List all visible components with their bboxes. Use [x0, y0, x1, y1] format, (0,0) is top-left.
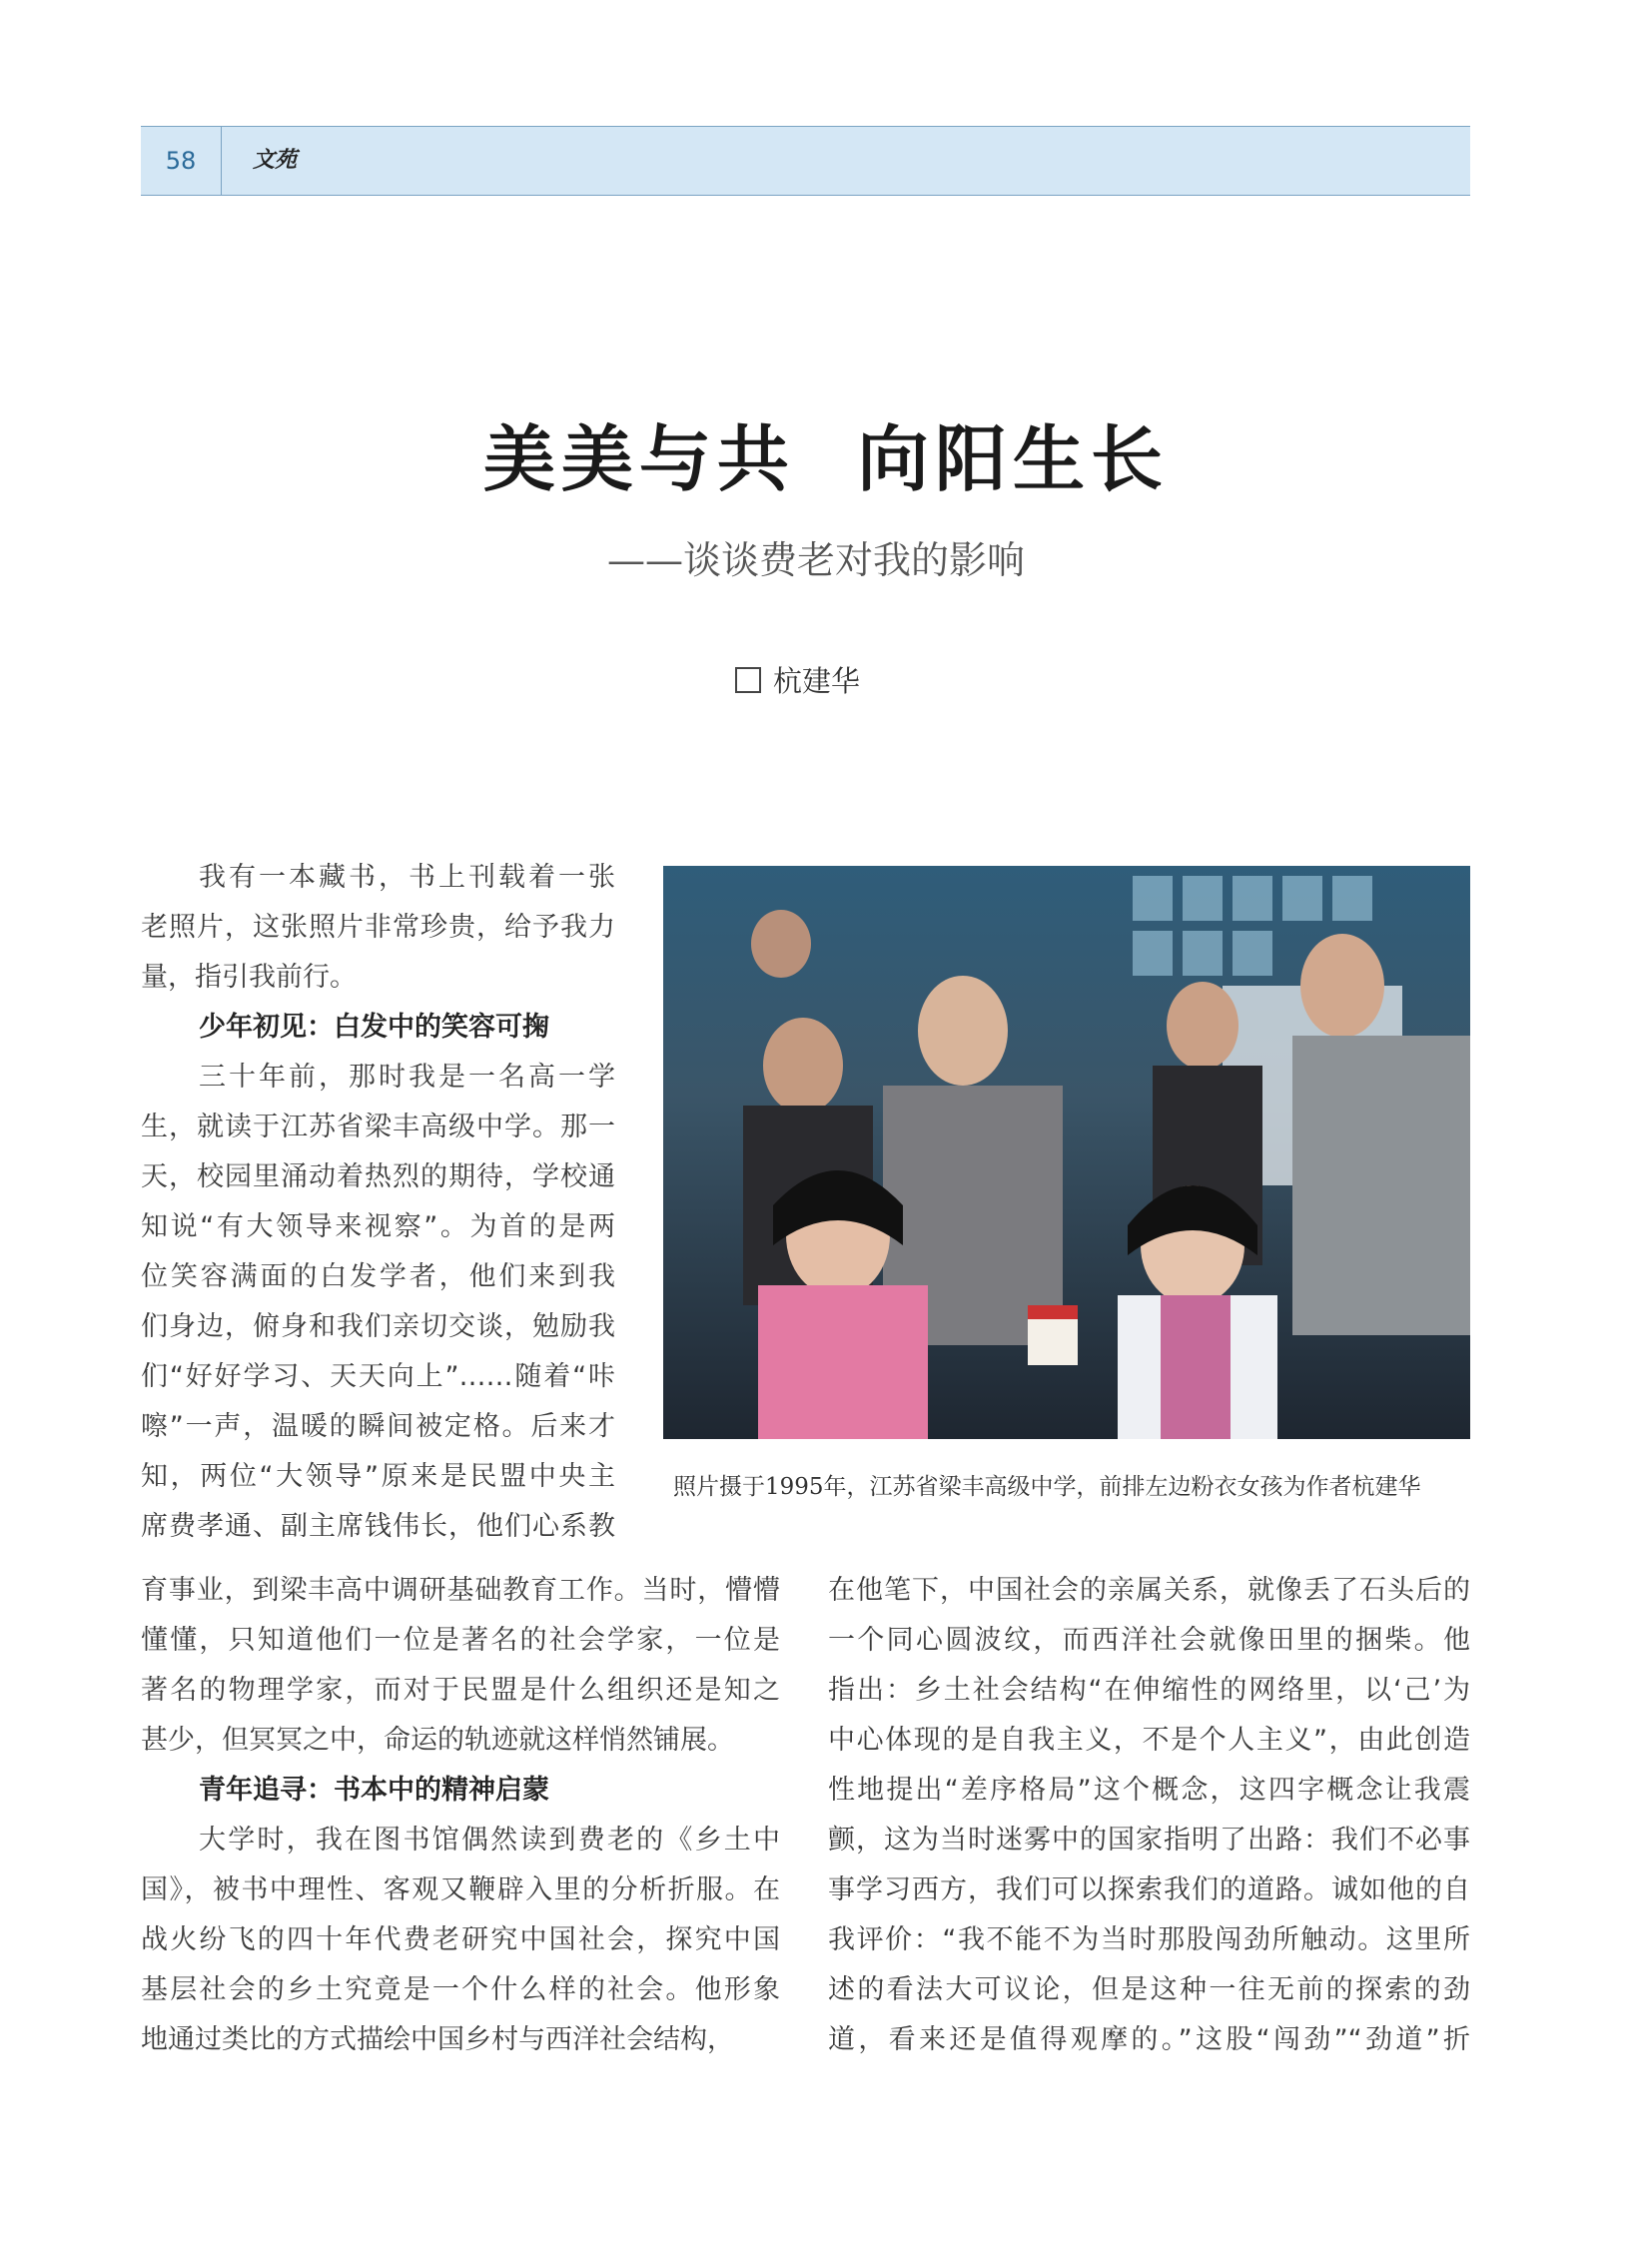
paragraph-line: 甚少，但冥冥之中，命运的轨迹就这样悄然铺展。: [141, 1725, 734, 1756]
paragraph-line: 在他笔下，中国社会的亲属关系，就像丢了石头后的: [828, 1575, 1470, 1606]
paragraph-line: 们“好好学习、天天向上”……随着“咔: [141, 1361, 615, 1392]
paragraph-line: 天，校园里涌动着热烈的期待，学校通: [141, 1161, 615, 1192]
paragraph-line: 我有一本藏书，书上刊载着一张: [199, 862, 615, 893]
photo-icon: [663, 866, 1470, 1439]
paragraph-line: 三十年前，那时我是一名高一学: [199, 1062, 615, 1093]
column-bottom-left: [141, 1566, 780, 2065]
paragraph-line: 一个同心圆波纹，而西洋社会就像田里的捆柴。他: [828, 1625, 1470, 1656]
column-bottom-right: [828, 1566, 1470, 2065]
section-name: 文苑: [253, 147, 298, 173]
paragraph-line: 道，看来还是值得观摩的。”这股“闯劲”“劲道”折: [828, 2024, 1470, 2055]
paragraph-line: 中心体现的是自我主义，不是个人主义”，由此创造: [828, 1725, 1470, 1756]
paragraph-line: 老照片，这张照片非常珍贵，给予我力: [141, 912, 615, 943]
paragraph-line: 嚓”一声，温暖的瞬间被定格。后来才: [141, 1411, 615, 1442]
paragraph-line: 们身边，俯身和我们亲切交谈，勉励我: [141, 1311, 615, 1342]
paragraph-line: 育事业，到梁丰高中调研基础教育工作。当时，懵懵: [141, 1575, 780, 1606]
paragraph-line: 颤，这为当时迷雾中的国家指明了出路：我们不必事: [828, 1825, 1470, 1856]
page-number: 58: [141, 127, 222, 195]
author-box-icon: [735, 667, 761, 693]
paragraph-line: 性地提出“差序格局”这个概念，这四字概念让我震: [828, 1775, 1470, 1806]
paragraph-line: 我评价：“我不能不为当时那股闯劲所触动。这里所: [828, 1924, 1470, 1955]
photo-caption: 照片摄于1995年，江苏省梁丰高级中学，前排左边粉衣女孩为作者杭建华: [673, 1474, 1421, 1500]
article-photo: [663, 866, 1470, 1439]
paragraph-line: 位笑容满面的白发学者，他们来到我: [141, 1261, 615, 1292]
author-line: [735, 659, 860, 700]
paragraph-line: 知说“有大领导来视察”。为首的是两: [141, 1211, 615, 1242]
author-name: 杭建华: [773, 664, 861, 698]
paragraph-line: 述的看法大可议论，但是这种一往无前的探索的劲: [828, 1974, 1470, 2005]
article-title: 美美与共 向阳生长: [482, 416, 1170, 501]
paragraph-line: 地通过类比的方式描绘中国乡村与西洋社会结构，: [141, 2024, 734, 2055]
paragraph-line: 事学习西方，我们可以探索我们的道路。诚如他的自: [828, 1874, 1470, 1905]
paragraph-line: 量，指引我前行。: [141, 962, 357, 993]
paragraph-line: 国》，被书中理性、客观又鞭辟入里的分析折服。在: [141, 1874, 780, 1905]
paragraph-line: 战火纷飞的四十年代费老研究中国社会，探究中国: [141, 1924, 780, 1955]
section-subheading: 少年初见：白发中的笑容可掬: [199, 1012, 549, 1043]
paragraph-line: 基层社会的乡土究竟是一个什么样的社会。他形象: [141, 1974, 780, 2005]
article-subtitle: ——谈谈费老对我的影响: [607, 538, 1026, 582]
paragraph-line: 懂懂，只知道他们一位是著名的社会学家，一位是: [141, 1625, 780, 1656]
paragraph-line: 大学时，我在图书馆偶然读到费老的《乡土中: [199, 1825, 780, 1856]
paragraph-line: 知，两位“大领导”原来是民盟中央主: [141, 1461, 615, 1492]
paragraph-line: 席费孝通、副主席钱伟长，他们心系教: [141, 1511, 615, 1542]
paragraph-line: 生，就读于江苏省梁丰高级中学。那一: [141, 1112, 615, 1142]
page-header: [141, 126, 1470, 196]
paragraph-line: 指出：乡土社会结构“在伸缩性的网络里，以‘己’为: [828, 1675, 1470, 1706]
section-subheading: 青年追寻：书本中的精神启蒙: [199, 1775, 549, 1806]
column-top-left: [141, 853, 615, 1552]
paragraph-line: 著名的物理学家，而对于民盟是什么组织还是知之: [141, 1675, 780, 1706]
